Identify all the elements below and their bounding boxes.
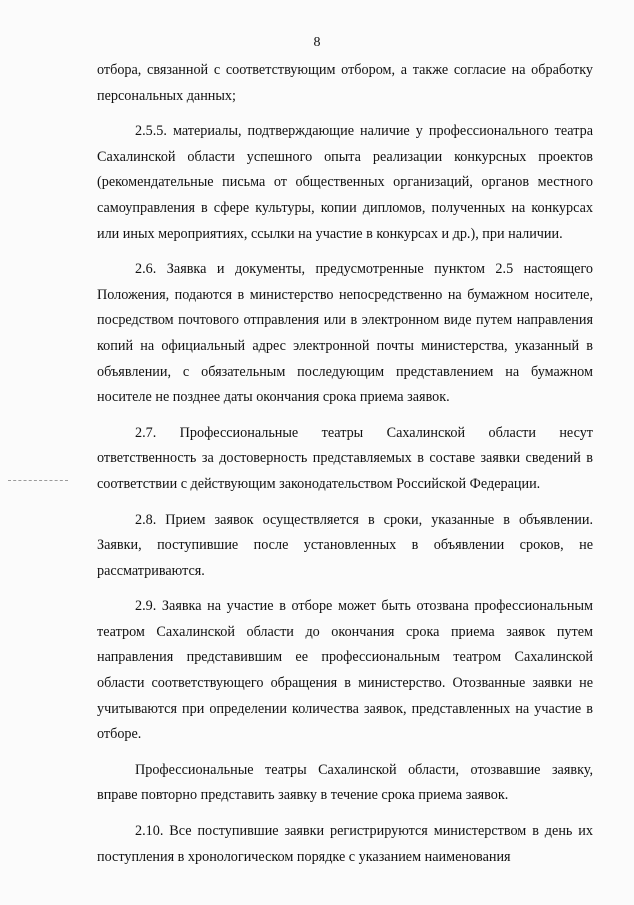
paragraph-2-6: 2.6. Заявка и документы, предусмотренные пунктом 2.5 настоящего Положения, подаются в министерство непосредственно на бумажном носителе, посредством почтового отправления или в электронном виде путем направления копий на официальный адрес электронной почты министерства, указанный в объявлении, с обязательным последующим представлением на бумажном носителе не позднее даты окончания срока приема заявок. (97, 261, 593, 406)
paragraph-2-10: 2.10. Все поступившие заявки регистрируются министерством в день их поступления в хронологическом порядке с указанием наименования (97, 823, 593, 865)
scan-artifact-line (8, 480, 68, 481)
document-body (97, 58, 593, 880)
paragraph-2-5-5: 2.5.5. материалы, подтверждающие наличие у профессионального театра Сахалинской области успешного опыта реализации конкурсных проектов (рекомендательные письма от общественных организаций, органов местного самоуправления в сфере культуры, копии дипломов, полученных на конкурсах или иных мероприятиях, ссылки на участие в конкурсах и др.), при наличии. (97, 123, 593, 242)
paragraph-2-8: 2.8. Прием заявок осуществляется в сроки, указанные в объявлении. Заявки, поступившие после установленных в объявлении сроков, не рассматриваются. (97, 511, 593, 579)
page-number: 8 (313, 35, 321, 50)
paragraph-withdrawn-theatres: Профессиональные театры Сахалинской области, отозвавшие заявку, вправе повторно представить заявку в течение срока приема заявок. (97, 761, 593, 804)
paragraph-2-9: 2.9. Заявка на участие в отборе может быть отозвана профессиональным театром Сахалинской области до окончания срока приема заявок путем направления представившим ее профессиональным театром Сахалинской области соответствующего обращения в министерство. Отозванные заявки не учитываются при определении количества заявок, представленных на участие в отборе. (97, 598, 593, 743)
paragraph-2-7: 2.7. Профессиональные театры Сахалинской области несут ответственность за достоверность представляемых в составе заявки сведений в соответствии с действующим законодательством Российской Федерации. (97, 424, 593, 492)
paragraph-continuation: отбора, связанной с соответствующим отбором, а также согласие на обработку персональных данных; (97, 62, 593, 104)
